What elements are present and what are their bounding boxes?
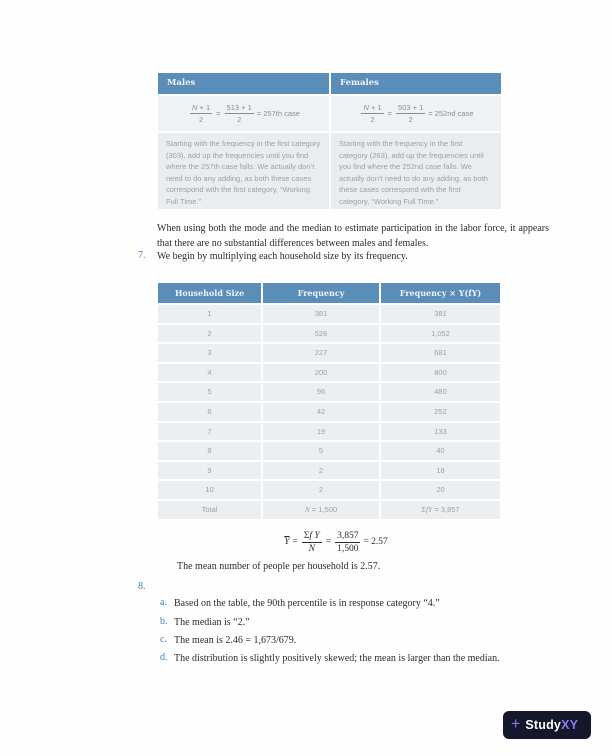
fraction: $\frac{503 + 1}{2}$ <box>398 103 424 124</box>
brand-xy: XY <box>561 718 579 732</box>
subitem-b-marker: b. <box>160 616 168 627</box>
formula-result: = 252nd case <box>428 109 474 118</box>
table-cell: 2 <box>158 325 261 343</box>
brand-study: Study <box>525 718 562 732</box>
mean-sentence: The mean number of people per household is 2.57. <box>177 561 381 572</box>
fraction: $\frac{N + 1}{2}$ <box>363 103 382 124</box>
item-8-marker: 8. <box>138 581 146 592</box>
table-cell: 2 <box>263 462 379 480</box>
subitem-a-text: Based on the table, the 90th percentile is in response category “4.” <box>174 598 440 609</box>
table-cell: 42 <box>263 403 379 421</box>
table-cell: 227 <box>263 344 379 362</box>
table-cell: 2 <box>263 481 379 499</box>
fraction: $\frac{513 + 1}{2}$ <box>226 103 252 124</box>
subitem-a-marker: a. <box>160 597 167 608</box>
subitem-c-marker: c. <box>160 634 167 645</box>
females-header: Females <box>331 73 501 94</box>
table-cell: 7 <box>158 423 261 441</box>
table-cell: 4 <box>158 364 261 382</box>
fraction: $\frac{N + 1}{2}$ <box>192 103 211 124</box>
fraction: $\frac{\text{Σf Y}}{N}$ <box>303 530 320 554</box>
column-header-size: Household Size <box>158 283 261 303</box>
table-cell: 681 <box>381 344 500 362</box>
fraction: $\frac{3,857}{1,500}$ <box>337 530 359 554</box>
labor-force-paragraph: When using both the mode and the median to estimate participation in the labor force, it appears that there are no substantial differences between males and females. <box>157 223 549 249</box>
mean-formula: $\overline{Y}$ = $\frac{\text{Σf Y}}{N}$ = $\frac{3,857}{1,500}$ = 2.57 <box>284 530 388 554</box>
table-cell: 8 <box>158 442 261 460</box>
table-cell: 96 <box>263 383 379 401</box>
table-cell: 9 <box>158 462 261 480</box>
table-cell: 40 <box>381 442 500 460</box>
table-cell: 381 <box>263 305 379 323</box>
table-cell: 3 <box>158 344 261 362</box>
table-cell: 381 <box>381 305 500 323</box>
males-median-formula: $\frac{N + 1}{2}$ = $\frac{513 + 1}{2}$ = 257th case <box>158 96 329 131</box>
table-cell: 800 <box>381 364 500 382</box>
table-cell: 1 <box>158 305 261 323</box>
column-header-fy: Frequency × Y(fY) <box>381 283 500 303</box>
table-cell: 133 <box>381 423 500 441</box>
table-cell: 252 <box>381 403 500 421</box>
females-note: Starting with the frequency in the first category (263), add up the frequencies until you find where the 252nd case falls. We actually don’t need to do any adding, as both these cases correspond with the first category, “Working Full Time.” <box>331 133 501 209</box>
table-cell: 19 <box>263 423 379 441</box>
item-7-marker: 7. <box>138 250 146 261</box>
total-sum-cell: ΣfY = 3,857 <box>381 501 500 519</box>
table-cell: 526 <box>263 325 379 343</box>
males-header: Males <box>158 73 329 94</box>
plus-icon: + <box>511 715 521 734</box>
table-cell: 1,052 <box>381 325 500 343</box>
table-cell: 20 <box>381 481 500 499</box>
table-cell: 5 <box>263 442 379 460</box>
table-cell: 200 <box>263 364 379 382</box>
males-females-table <box>158 73 501 209</box>
males-note: Starting with the frequency in the first category (303), add up the frequencies until you find where the 257th case falls. We actually don’t need to do any adding, as both these cases correspond with the first category, “Working Full Time.” <box>158 133 329 209</box>
table-cell: 5 <box>158 383 261 401</box>
subitem-d-marker: d. <box>160 652 168 663</box>
item-7-text: We begin by multiplying each household size by its frequency. <box>157 251 408 262</box>
column-header-frequency: Frequency <box>263 283 379 303</box>
subitem-b-text: The median is “2.” <box>174 617 250 628</box>
females-column <box>331 73 501 209</box>
formula-result: = 257th case <box>256 109 300 118</box>
males-column <box>158 73 329 209</box>
studyxy-badge <box>503 711 591 739</box>
total-label-cell: Total <box>158 501 261 519</box>
household-frequency-table <box>158 283 500 519</box>
table-cell: 10 <box>158 481 261 499</box>
subitem-c-text: The mean is 2.46 = 1,673/679. <box>174 635 297 646</box>
table-cell: 480 <box>381 383 500 401</box>
table-cell: 18 <box>381 462 500 480</box>
formula-result: = 2.57 <box>363 537 388 547</box>
total-n-cell: N = 1,500 <box>263 501 379 519</box>
females-median-formula: $\frac{N + 1}{2}$ = $\frac{503 + 1}{2}$ = 252nd case <box>331 96 501 131</box>
y-bar-symbol: $\overline{Y}$ <box>284 537 290 547</box>
subitem-d-text: The distribution is slightly positively skewed; the mean is larger than the median. <box>174 653 500 664</box>
table-cell: 6 <box>158 403 261 421</box>
